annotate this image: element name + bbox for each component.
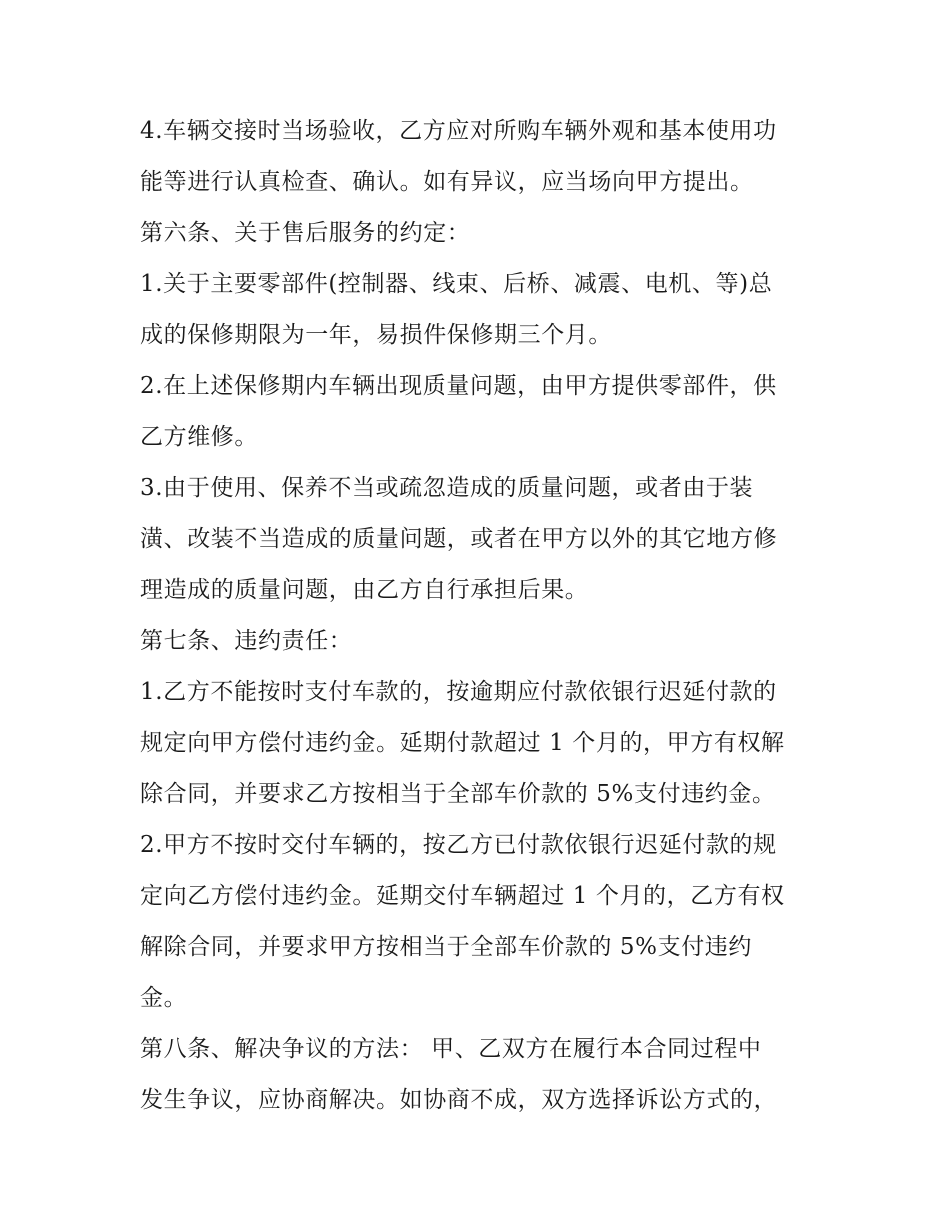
text-line: 4.车辆交接时当场验收，乙方应对所购车辆外观和基本使用功 (140, 118, 777, 144)
text-line: 除合同，并要求乙方按相当于全部车价款的 5%支付违约金。 (140, 781, 776, 807)
text-line: 定向乙方偿付违约金。延期交付车辆超过 1 个月的，乙方有权 (140, 883, 785, 909)
text-line: 规定向甲方偿付违约金。延期付款超过 1 个月的，甲方有权解 (140, 730, 785, 756)
text-line: 成的保修期限为一年，易损件保修期三个月。 (140, 322, 612, 348)
section-heading: 第八条、解决争议的方法： 甲、乙双方在履行本合同过程中 (140, 1036, 762, 1062)
section-heading: 第六条、关于售后服务的约定： (140, 220, 471, 246)
text-line: 潢、改装不当造成的质量问题，或者在甲方以外的其它地方修 (140, 526, 778, 552)
section-heading: 第七条、违约责任： (140, 628, 353, 654)
text-line: 解除合同，并要求甲方按相当于全部车价款的 5%支付违约 (140, 934, 752, 960)
text-line: 2.在上述保修期内车辆出现质量问题，由甲方提供零部件，供 (140, 373, 777, 399)
text-line: 3.由于使用、保养不当或疏忽造成的质量问题，或者由于装 (140, 475, 754, 501)
document-body (140, 106, 820, 1126)
text-line: 1.乙方不能按时支付车款的，按逾期应付款依银行迟延付款的 (140, 679, 777, 705)
text-line: 2.甲方不按时交付车辆的，按乙方已付款依银行迟延付款的规 (140, 832, 777, 858)
text-line: 发生争议，应协商解决。如协商不成，双方选择诉讼方式的， (140, 1087, 778, 1113)
text-line: 金。 (140, 985, 188, 1011)
text-line: 乙方维修。 (140, 424, 258, 450)
text-line: 1.关于主要零部件(控制器、线束、后桥、减震、电机、等)总 (140, 271, 773, 297)
text-line: 能等进行认真检查、确认。如有异议，应当场向甲方提出。 (140, 169, 754, 195)
text-line: 理造成的质量问题，由乙方自行承担后果。 (140, 577, 589, 603)
